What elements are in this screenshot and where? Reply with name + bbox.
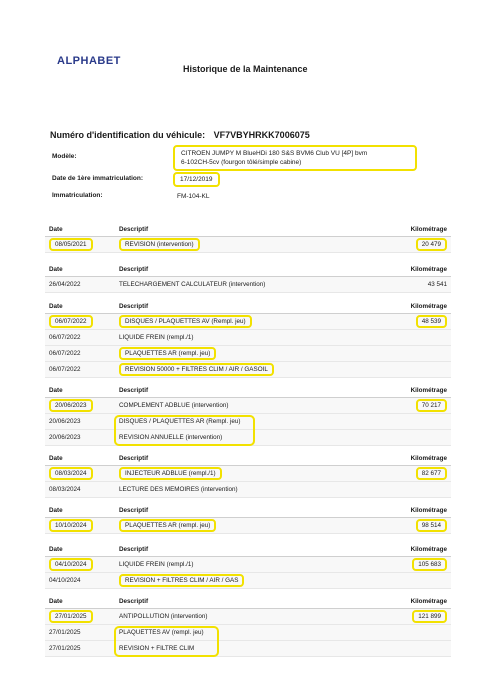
table-row [45, 362, 451, 378]
table-row [45, 414, 451, 430]
column-header-kilometrage: Kilométrage [381, 262, 451, 277]
row-date: 20/06/2023 [49, 418, 81, 425]
row-desc-cell [115, 277, 381, 293]
model-label: Modèle: [52, 153, 77, 160]
table-row [45, 482, 451, 498]
row-km-cell [381, 557, 451, 573]
column-header-descriptif: Descriptif [115, 262, 381, 277]
row-km-cell [381, 430, 451, 446]
row-kilometrage: 105 683 [412, 558, 447, 571]
row-date-cell [45, 237, 115, 253]
column-header-date: Date [45, 383, 115, 398]
row-desc-cell [115, 557, 381, 573]
row-date-cell [45, 641, 115, 657]
table-row [45, 557, 451, 573]
table-row [45, 346, 451, 362]
table-header [45, 503, 451, 518]
row-kilometrage: 20 479 [416, 238, 447, 251]
column-header-date: Date [45, 542, 115, 557]
service-table [45, 262, 451, 293]
row-km-cell [381, 414, 451, 430]
row-desc-cell [115, 573, 381, 589]
column-header-descriptif: Descriptif [115, 451, 381, 466]
row-km-cell [381, 314, 451, 330]
column-header-descriptif: Descriptif [115, 299, 381, 314]
row-date-cell [45, 362, 115, 378]
row-desc-cell [115, 518, 381, 534]
row-km-cell [381, 482, 451, 498]
row-descriptif: ANTIPOLLUTION (intervention) [119, 613, 208, 620]
page-title: Historique de la Maintenance [183, 64, 308, 74]
table-row [45, 466, 451, 482]
table-row [45, 330, 451, 346]
row-date-cell [45, 482, 115, 498]
row-date-cell [45, 573, 115, 589]
column-header-date: Date [45, 503, 115, 518]
table-row [45, 277, 451, 293]
row-descriptif: REVISION + FILTRES CLIM / AIR / GAS [119, 574, 244, 587]
row-desc-cell [115, 314, 381, 330]
row-descriptif: LECTURE DES MEMOIRES (intervention) [119, 486, 238, 493]
column-header-kilometrage: Kilométrage [381, 299, 451, 314]
table-row [45, 625, 451, 641]
column-header-descriptif: Descriptif [115, 383, 381, 398]
vin-line [50, 130, 310, 140]
row-desc-cell [115, 609, 381, 625]
row-desc-cell [115, 414, 381, 430]
row-date-cell [45, 518, 115, 534]
row-date: 08/03/2024 [49, 486, 81, 493]
row-date-cell [45, 466, 115, 482]
row-descriptif: REVISION (intervention) [119, 238, 200, 251]
table-header [45, 542, 451, 557]
table-row [45, 641, 451, 657]
row-km-cell [381, 277, 451, 293]
column-header-date: Date [45, 594, 115, 609]
row-date-cell [45, 557, 115, 573]
brand-logo: ALPHABET [57, 55, 121, 67]
row-desc-cell [115, 641, 381, 657]
row-kilometrage: 70 217 [416, 399, 447, 412]
row-date: 06/07/2022 [49, 315, 93, 328]
row-desc-cell [115, 237, 381, 253]
row-desc-cell [115, 466, 381, 482]
row-descriptif: REVISION 50000 + FILTRES CLIM / AIR / GASOIL [119, 363, 274, 376]
column-header-date: Date [45, 262, 115, 277]
row-descriptif: REVISION + FILTRE CLIM [119, 645, 195, 652]
row-descriptif: DISQUES / PLAQUETTES AR (Rempl. jeu) [119, 418, 241, 425]
row-kilometrage: 121 899 [412, 610, 447, 623]
service-table [45, 222, 451, 253]
service-table [45, 299, 451, 378]
column-header-descriptif: Descriptif [115, 542, 381, 557]
row-km-cell [381, 398, 451, 414]
row-date-cell [45, 398, 115, 414]
plate-value: FM-104-KL [177, 193, 210, 200]
column-header-kilometrage: Kilométrage [381, 542, 451, 557]
row-descriptif: COMPLEMENT ADBLUE (intervention) [119, 402, 229, 409]
column-header-descriptif: Descriptif [115, 503, 381, 518]
row-kilometrage: 48 539 [416, 315, 447, 328]
row-date: 27/01/2025 [49, 610, 93, 623]
row-desc-cell [115, 625, 381, 641]
row-km-cell [381, 362, 451, 378]
row-kilometrage: 43 541 [427, 281, 447, 288]
row-descriptif: LIQUIDE FREIN (rempl./1) [119, 334, 194, 341]
row-date: 26/04/2022 [49, 281, 81, 288]
row-desc-cell [115, 482, 381, 498]
row-km-cell [381, 330, 451, 346]
table-row [45, 398, 451, 414]
row-desc-cell [115, 346, 381, 362]
row-date: 06/07/2022 [49, 366, 81, 373]
column-header-date: Date [45, 451, 115, 466]
row-descriptif: PLAQUETTES AV (rempl. jeu) [119, 629, 204, 636]
table-header [45, 262, 451, 277]
row-desc-cell [115, 362, 381, 378]
row-descriptif: LIQUIDE FREIN (rempl./1) [119, 561, 194, 568]
row-date: 06/07/2022 [49, 334, 81, 341]
column-header-descriptif: Descriptif [115, 594, 381, 609]
service-table [45, 542, 451, 589]
row-date-cell [45, 414, 115, 430]
row-km-cell [381, 466, 451, 482]
column-header-date: Date [45, 222, 115, 237]
row-km-cell [381, 609, 451, 625]
vin-value: VF7VBYHRKK7006075 [213, 130, 310, 140]
service-table [45, 594, 451, 657]
row-date: 10/10/2024 [49, 519, 93, 532]
vin-label: Numéro d'identification du véhicule: [50, 130, 206, 140]
row-date-cell [45, 330, 115, 346]
row-kilometrage: 82 677 [416, 467, 447, 480]
table-row [45, 573, 451, 589]
table-header [45, 222, 451, 237]
row-date: 08/03/2024 [49, 467, 93, 480]
column-header-date: Date [45, 299, 115, 314]
table-header [45, 594, 451, 609]
row-kilometrage: 98 514 [416, 519, 447, 532]
table-row [45, 430, 451, 446]
row-descriptif: DISQUES / PLAQUETTES AV (Rempl. jeu) [119, 315, 252, 328]
column-header-descriptif: Descriptif [115, 222, 381, 237]
row-km-cell [381, 237, 451, 253]
table-header [45, 383, 451, 398]
row-km-cell [381, 641, 451, 657]
service-table [45, 383, 451, 446]
row-date: 04/10/2024 [49, 558, 93, 571]
model-line-2: 6-102CH-5cv (fourgon tôlé/simple cabine) [181, 159, 302, 166]
first-registration-label: Date de 1ère immatriculation: [52, 175, 144, 182]
row-descriptif: REVISION ANNUELLE (intervention) [119, 434, 223, 441]
row-descriptif: PLAQUETTES AR (rempl. jeu) [119, 347, 216, 360]
row-date: 06/07/2022 [49, 350, 81, 357]
first-registration-value: 17/12/2019 [173, 172, 220, 187]
row-date-cell [45, 277, 115, 293]
model-value [173, 145, 417, 171]
row-desc-cell [115, 430, 381, 446]
row-km-cell [381, 625, 451, 641]
table-row [45, 609, 451, 625]
table-header [45, 451, 451, 466]
row-date: 04/10/2024 [49, 577, 81, 584]
row-date-cell [45, 346, 115, 362]
model-line-1: CITROEN JUMPY M BlueHDi 180 S&S BVM6 Club VU [4P] bvm [181, 150, 368, 157]
row-km-cell [381, 518, 451, 534]
row-descriptif: PLAQUETTES AR (rempl. jeu) [119, 519, 216, 532]
row-date-cell [45, 625, 115, 641]
service-table [45, 451, 451, 498]
column-header-kilometrage: Kilométrage [381, 451, 451, 466]
row-date: 20/06/2023 [49, 434, 81, 441]
service-table [45, 503, 451, 534]
plate-label: Immatriculation: [52, 192, 103, 199]
row-date-cell [45, 314, 115, 330]
row-date: 27/01/2025 [49, 629, 81, 636]
row-date-cell [45, 430, 115, 446]
column-header-kilometrage: Kilométrage [381, 503, 451, 518]
table-header [45, 299, 451, 314]
row-km-cell [381, 573, 451, 589]
column-header-kilometrage: Kilométrage [381, 594, 451, 609]
table-row [45, 518, 451, 534]
row-km-cell [381, 346, 451, 362]
row-date: 27/01/2025 [49, 645, 81, 652]
row-date-cell [45, 609, 115, 625]
column-header-kilometrage: Kilométrage [381, 383, 451, 398]
row-descriptif: TELECHARGEMENT CALCULATEUR (intervention) [119, 281, 266, 288]
row-descriptif: INJECTEUR ADBLUE (rempl./1) [119, 467, 222, 480]
table-row [45, 237, 451, 253]
row-desc-cell [115, 398, 381, 414]
row-date: 08/05/2021 [49, 238, 93, 251]
row-date: 20/06/2023 [49, 399, 93, 412]
row-desc-cell [115, 330, 381, 346]
table-row [45, 314, 451, 330]
column-header-kilometrage: Kilométrage [381, 222, 451, 237]
